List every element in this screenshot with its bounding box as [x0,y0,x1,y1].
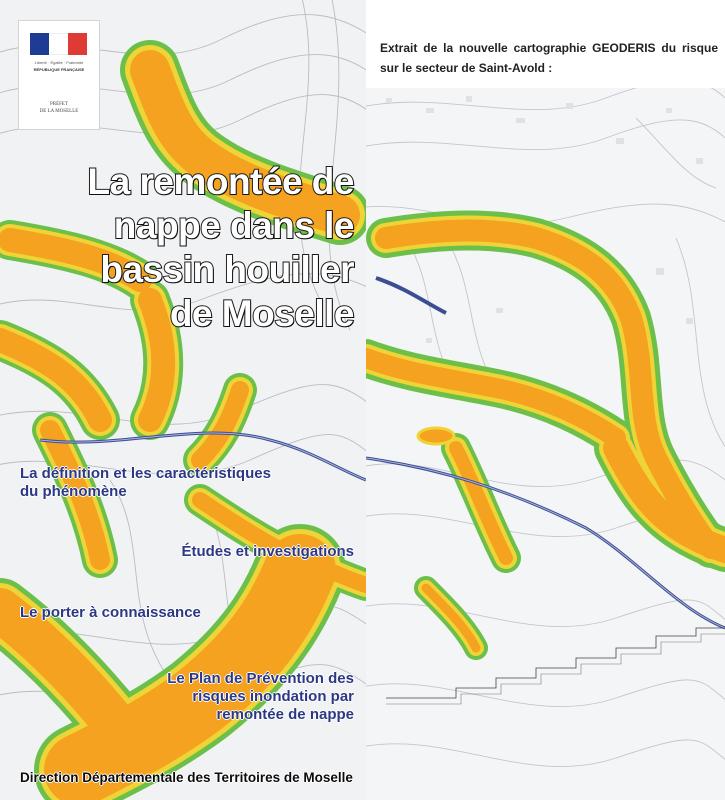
title-line: bassin houiller [100,249,354,290]
section-line: risques inondation par [192,688,354,705]
section-line: du phénomène [20,483,127,500]
cover-footer: Direction Départementale des Territoires de Moselle [20,770,353,785]
logo-motto: Liberté · Égalité · Fraternité [34,60,84,65]
section-line: Le Plan de Prévention des [167,670,354,687]
french-flag-icon [30,33,88,55]
section-definition [20,465,271,501]
section-porter [20,604,201,622]
extract-caption: Extrait de la nouvelle cartographie GEODERIS du risque sur le secteur de Saint-Avold : [380,41,718,75]
title-line: La remontée de [87,161,354,202]
section-line: Études et investigations [181,543,354,560]
title-line: nappe dans le [113,205,354,246]
cover-title [24,160,354,336]
section-ppr [167,670,354,724]
section-line: La définition et les caractéristiques [20,465,271,482]
section-line: Le porter à connaissance [20,604,201,621]
section-etudes [181,543,354,561]
logo-prefect [21,101,97,115]
logo-republic: RÉPUBLIQUE FRANÇAISE [33,67,85,72]
geoderis-risk-map [366,88,725,800]
logo-prefect-line2: DE LA MOSELLE [39,109,79,114]
map-extract [366,0,725,800]
prefecture-logo [18,20,100,130]
title-line: de Moselle [169,293,354,334]
logo-prefect-line1: PRÉFET [49,102,69,107]
section-line: remontée de nappe [216,706,354,723]
